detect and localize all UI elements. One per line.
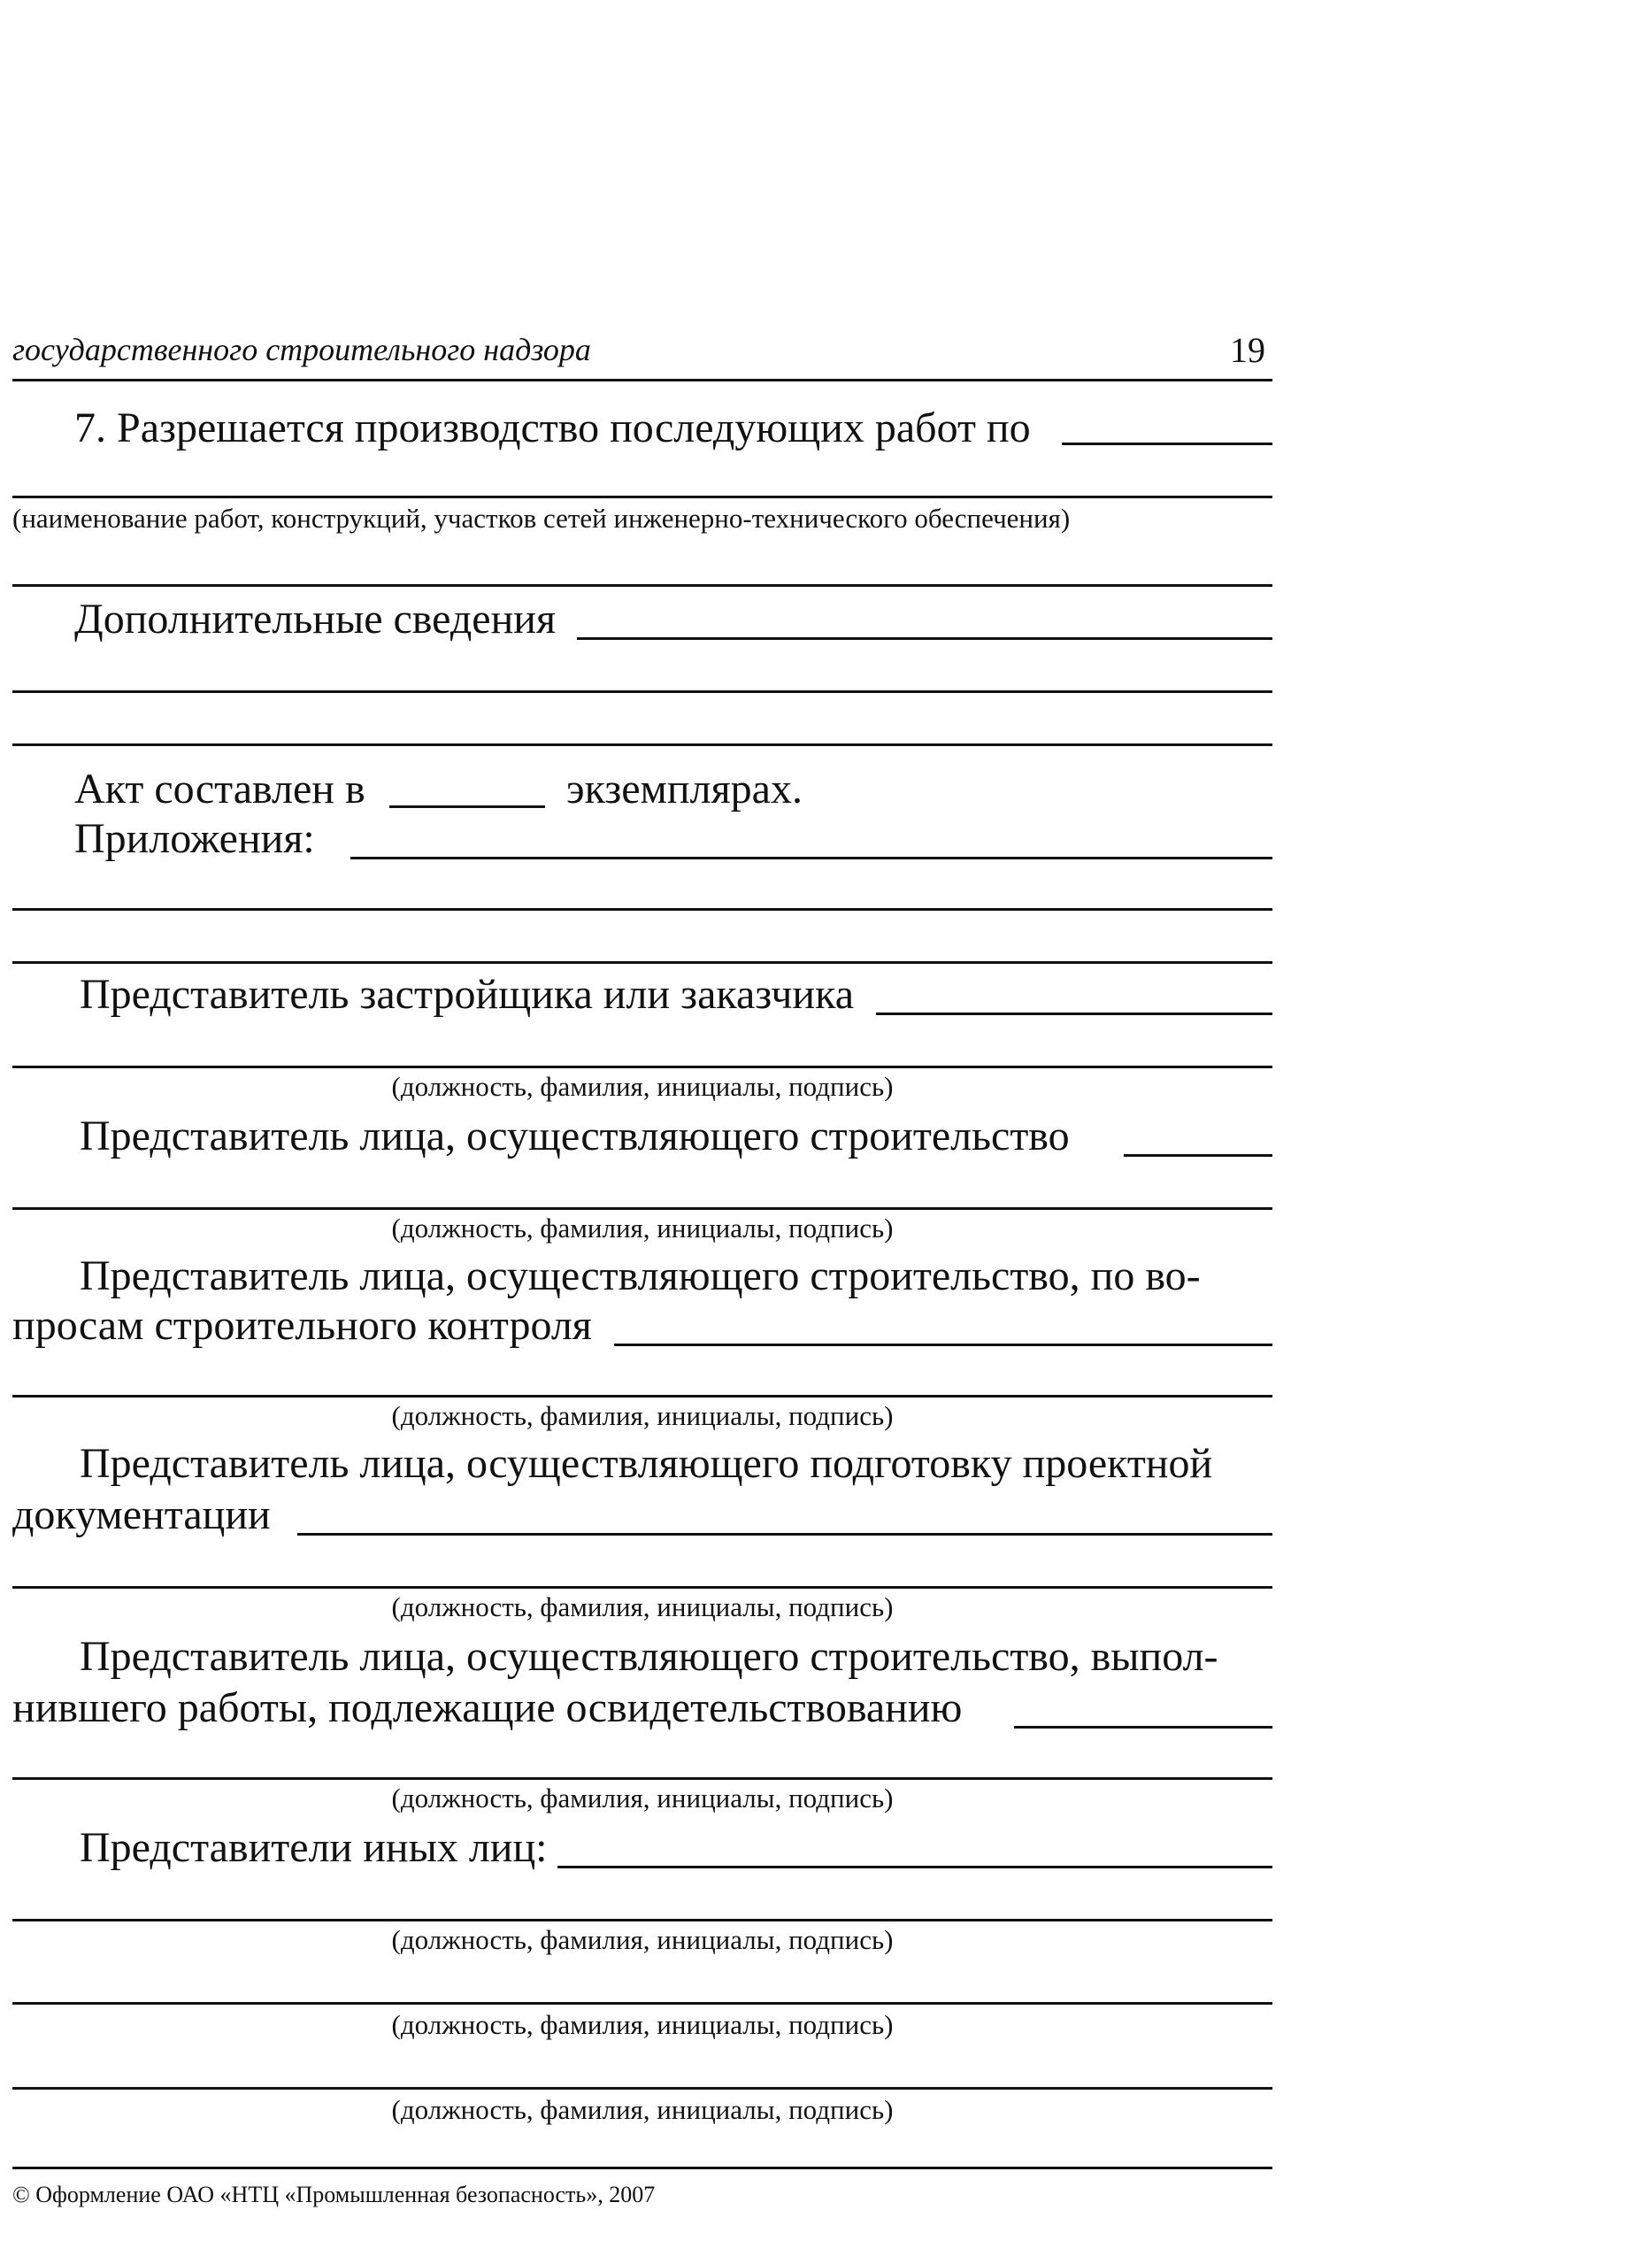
others-caption-3: (должность, фамилия, инициалы, подпись) xyxy=(391,2094,894,2125)
footer-rule xyxy=(12,2167,1272,2169)
section-7-text: 7. Разрешается производство последующих работ по xyxy=(74,404,1031,451)
customer-representative-label: Представитель застройщика или заказчика xyxy=(80,971,854,1018)
design-representative-label-line2: документации xyxy=(12,1491,271,1538)
builder-fill-line xyxy=(1124,1154,1272,1157)
additional-info-label: Дополнительные сведения xyxy=(74,596,557,643)
others-fill-line-2 xyxy=(12,1919,1272,1921)
attachments-fill-line-2 xyxy=(12,908,1272,911)
customer-fill-line xyxy=(876,1013,1272,1015)
works-fill-line-2 xyxy=(12,496,1272,498)
builder-fill-line-2 xyxy=(12,1207,1272,1210)
copyright-footer: © Оформление ОАО «НТЦ «Промышленная безопасность», 2007 xyxy=(12,2182,656,2207)
works-fill-line xyxy=(1062,443,1272,445)
additional-info-fill-line-3 xyxy=(12,743,1272,746)
design-fill-line xyxy=(297,1533,1272,1536)
customer-caption: (должность, фамилия, инициалы, подпись) xyxy=(391,1071,894,1102)
control-caption: (должность, фамилия, инициалы, подпись) xyxy=(391,1400,894,1431)
other-representatives-label: Представители иных лиц: xyxy=(80,1824,548,1871)
act-copies-prefix: Акт составлен в xyxy=(74,766,365,812)
act-copies-suffix: экземплярах. xyxy=(566,766,803,812)
attachments-label: Приложения: xyxy=(74,815,315,862)
control-representative-label-line1: Представитель лица, осуществляющего строительство, по во- xyxy=(80,1252,1201,1299)
control-fill-line-2 xyxy=(12,1395,1272,1398)
running-header-title: государственного строительного надзора xyxy=(12,332,591,367)
performer-representative-label-line2: нившего работы, подлежащие освидетельствованию xyxy=(12,1684,963,1731)
design-caption: (должность, фамилия, инициалы, подпись) xyxy=(391,1591,894,1622)
customer-fill-line-2 xyxy=(12,1066,1272,1068)
additional-info-fill-line-2 xyxy=(12,690,1272,693)
performer-fill-line xyxy=(1014,1726,1272,1729)
works-caption: (наименование работ, конструкций, участков сетей инженерно-технического обеспечения) xyxy=(12,503,1071,534)
design-fill-line-2 xyxy=(12,1586,1272,1589)
builder-caption: (должность, фамилия, инициалы, подпись) xyxy=(391,1213,894,1244)
control-representative-label-line2: просам строительного контроля xyxy=(12,1302,592,1349)
others-caption-1: (должность, фамилия, инициалы, подпись) xyxy=(391,1924,894,1955)
additional-info-fill-line xyxy=(577,637,1272,640)
design-representative-label-line1: Представитель лица, осуществляющего подготовку проектной xyxy=(80,1440,1213,1487)
page-number: 19 xyxy=(1230,330,1265,370)
attachments-fill-line-3 xyxy=(12,961,1272,964)
others-fill-line-4 xyxy=(12,2087,1272,2090)
header-rule xyxy=(12,379,1272,381)
control-fill-line xyxy=(614,1344,1272,1346)
others-fill-line xyxy=(557,1866,1272,1868)
performer-caption: (должность, фамилия, инициалы, подпись) xyxy=(391,1783,894,1814)
attachments-fill-line xyxy=(350,857,1272,859)
others-caption-2: (должность, фамилия, инициалы, подпись) xyxy=(391,2009,894,2040)
performer-representative-label-line1: Представитель лица, осуществляющего строительство, выпол- xyxy=(80,1633,1218,1680)
act-copies-fill-line xyxy=(389,805,545,808)
performer-fill-line-2 xyxy=(12,1777,1272,1780)
builder-representative-label: Представитель лица, осуществляющего строительство xyxy=(80,1113,1070,1159)
others-fill-line-3 xyxy=(12,2002,1272,2005)
works-fill-line-3 xyxy=(12,584,1272,587)
